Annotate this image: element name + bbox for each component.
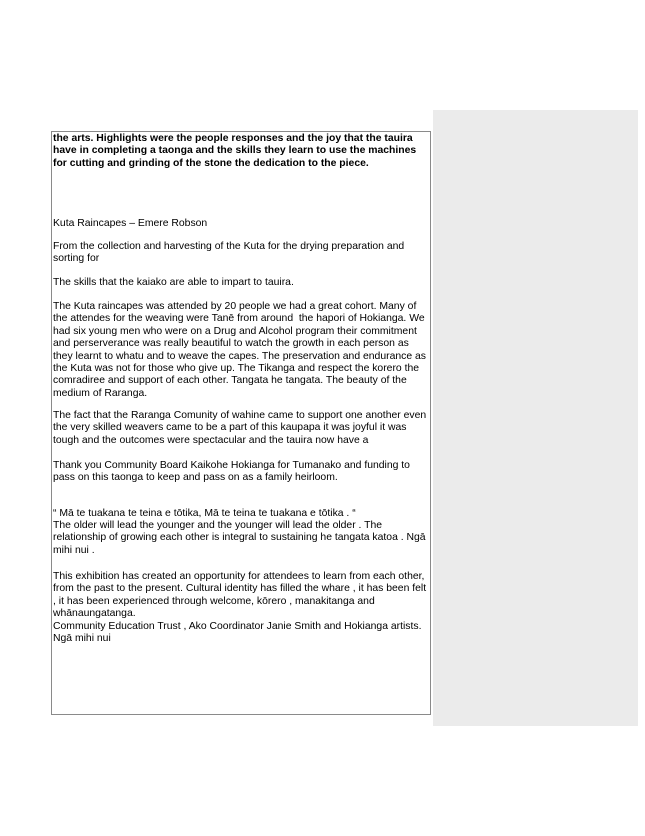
highlights-paragraph: the arts. Highlights were the people responses and the joy that the tauira have in completing a taonga and the skills they learn to use the machines for cutting and grinding of the stone the dedication to the piece. [53, 133, 420, 169]
whakatauki-paragraph: The older will lead the younger and the younger will lead the older . The relationship of growing each other is integral to sustaining he tangata katoa . Ngā mihi nui . [53, 520, 429, 556]
whakatauki-line: “ Mā te tuakana te teina e tōtika, Mā te teina te tuakana e tōtika . “ [53, 508, 356, 519]
comment-pane [433, 110, 638, 726]
kuta-heading: Kuta Raincapes – Emere Robson [53, 218, 208, 229]
harvest-paragraph: From the collection and harvesting of the Kuta for the drying preparation and sorting for [53, 241, 408, 265]
exhibition-paragraph: This exhibition has created an opportunity for attendees to learn from each other, from the past to the present. Cultural identity has filled the whare , it has been felt , it has been experienced through welcome, kōrero , manakitanga and whānaungatanga. [53, 571, 430, 620]
thanks-paragraph: Thank you Community Board Kaikohe Hokianga for Tumanako and funding to pass on this taonga to keep and pass on as a family heirloom. [53, 460, 413, 484]
raranga-paragraph: The fact that the Raranga Comunity of wahine came to support one another even the very skilled weavers came to be a part of this kaupapa it was joyful it was tough and the outcomes were spectacular and the tauira now have a [53, 410, 430, 446]
raincapes-paragraph: The Kuta raincapes was attended by 20 people we had a great cohort. Many of the attendes for the weaving were Tanē from around the hapori of Hokianga. We had six young men who were on a Drug and Alcohol program their commitment and perserverance was really beautiful to watch the growth in each person as they learnt to whatu and to weave the capes. The preservation and endurance as the Kuta was not for those who give up. The Tikanga and respect the korero the comradiree and support of each other. Tangata he tangata. The beauty of the medium of Raranga. [53, 301, 429, 399]
credits-paragraph: Community Education Trust , Ako Coordinator Janie Smith and Hokianga artists. Ngā mihi nui [53, 621, 425, 645]
skills-paragraph: The skills that the kaiako are able to impart to tauira. [53, 277, 294, 288]
